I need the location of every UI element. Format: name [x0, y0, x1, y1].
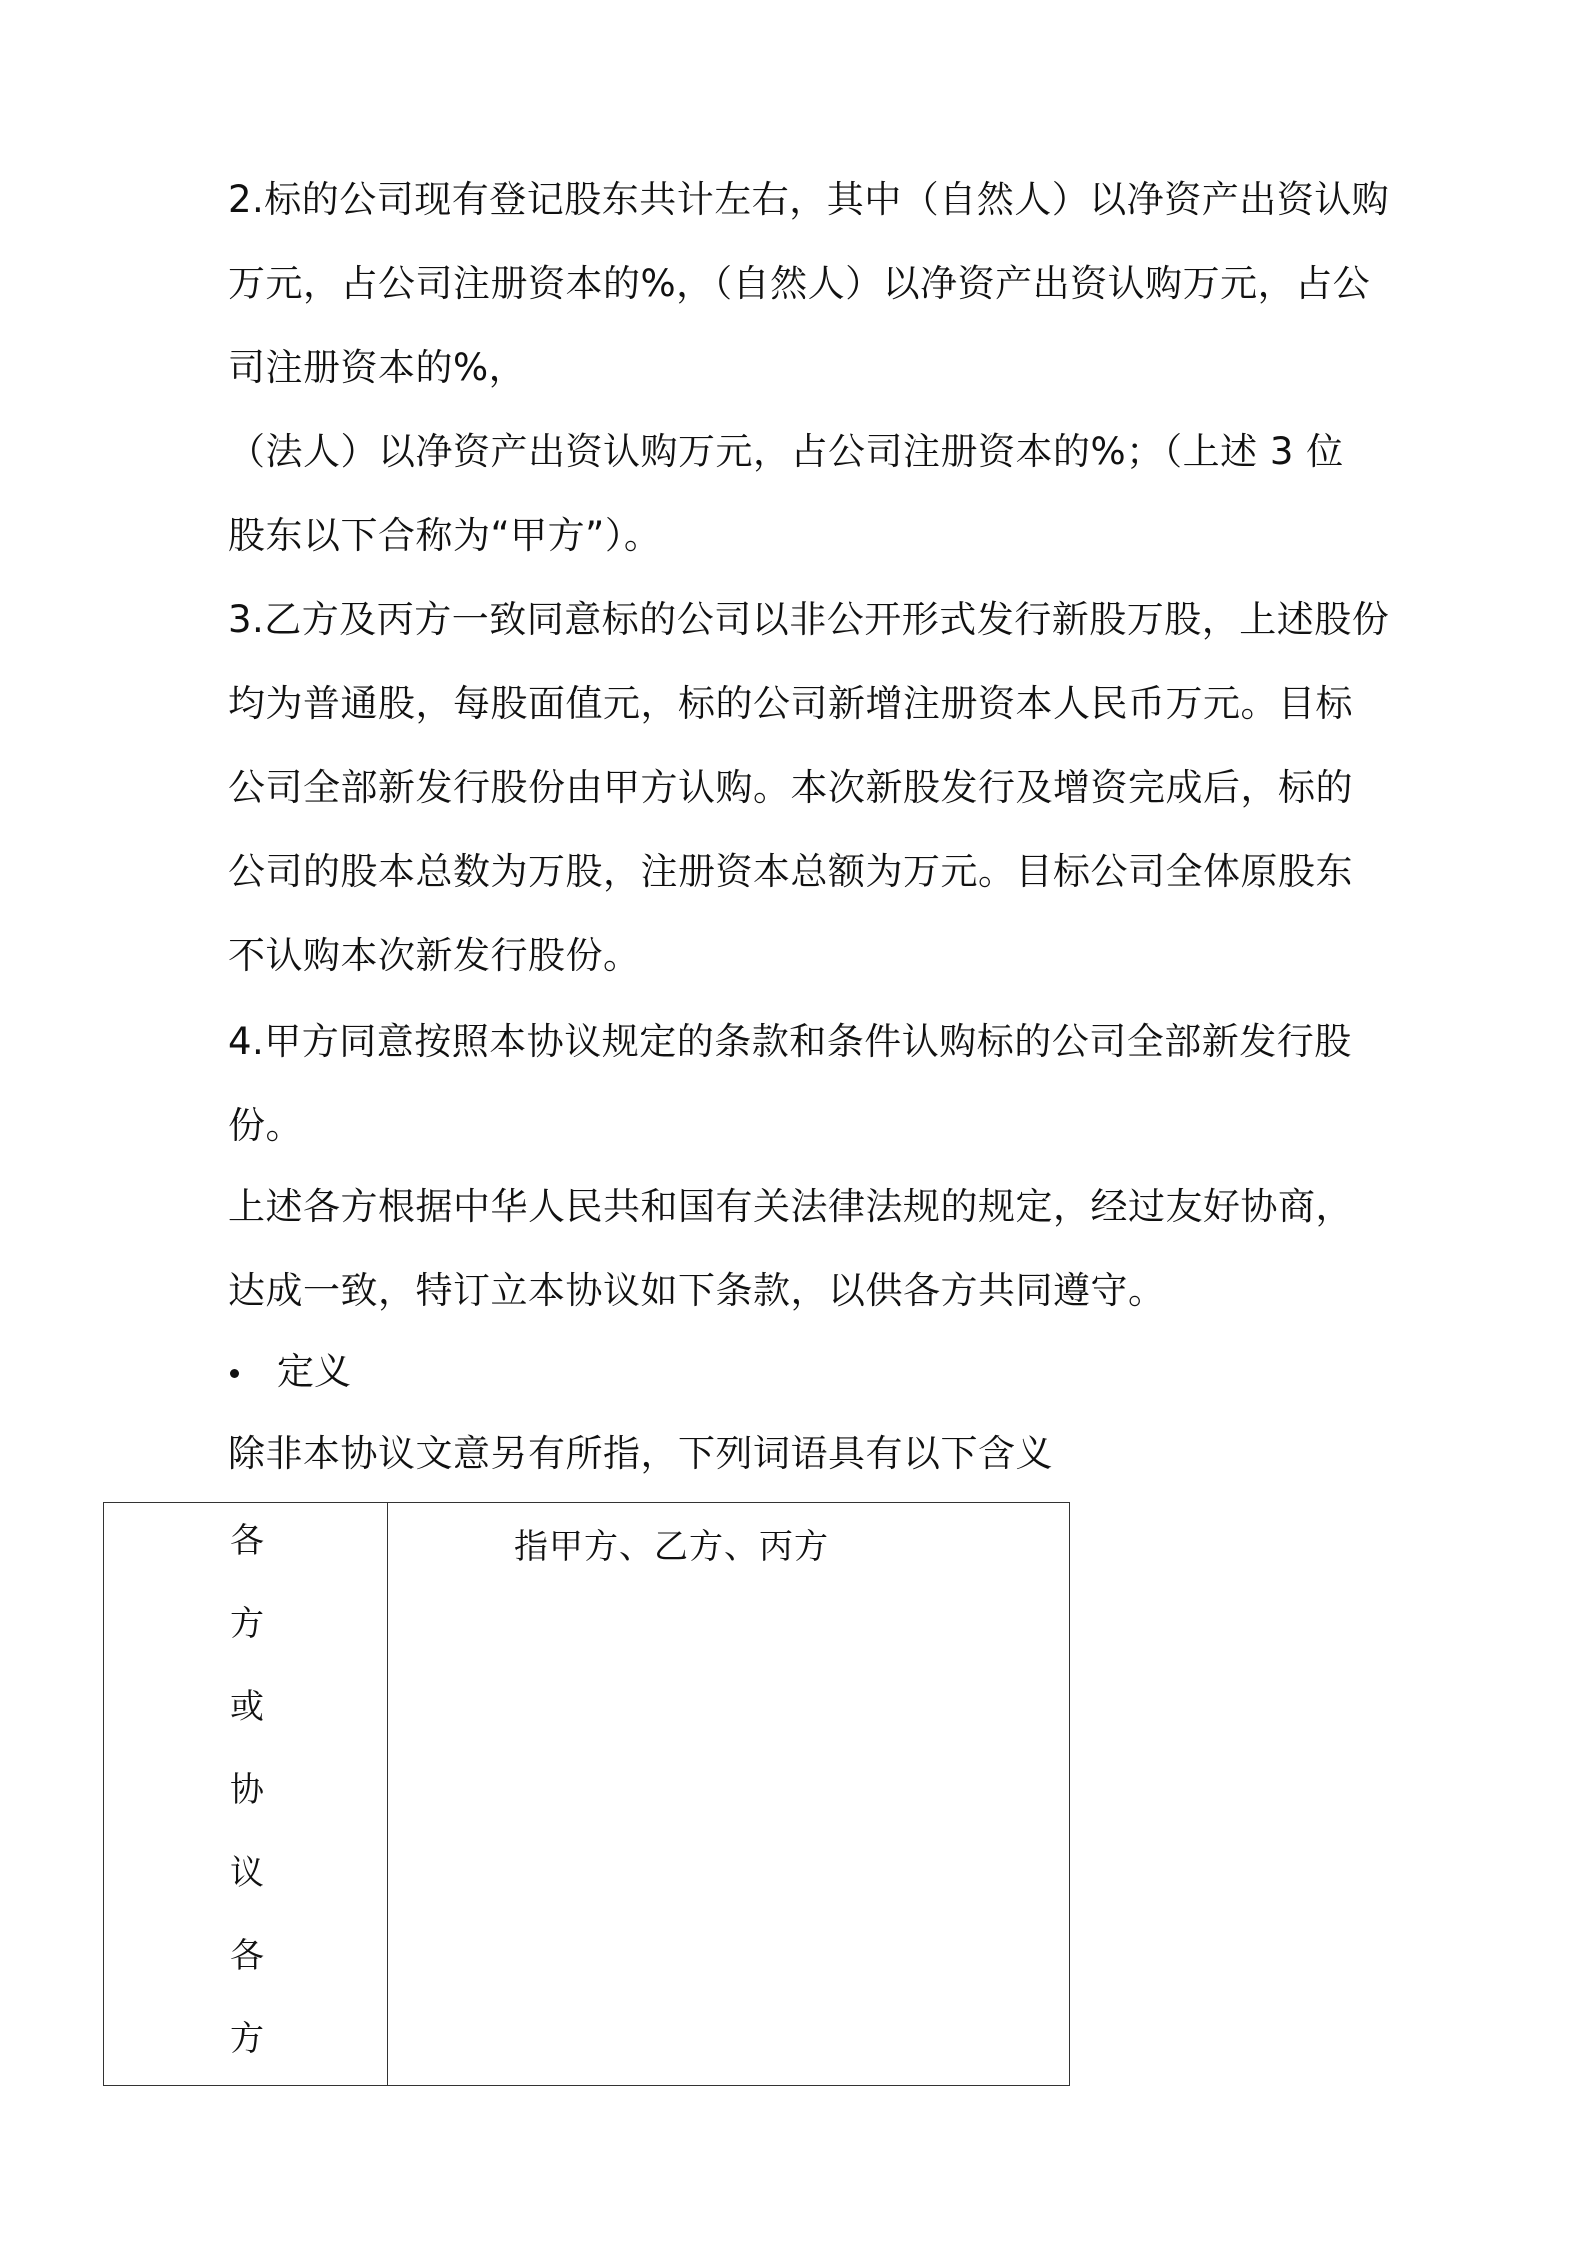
paragraph-line: 不认购本次新发行股份。	[228, 934, 641, 977]
paragraph-line: 达成一致，特订立本协议如下条款，以供各方共同遵守。	[228, 1269, 1166, 1312]
term-char: 或	[230, 1687, 264, 1727]
paragraph-line: 万元，占公司注册资本的%，（自然人）以净资产出资认购万元，占公	[228, 262, 1371, 305]
section-intro	[228, 1412, 1378, 1496]
term-char: 方	[230, 1604, 264, 1644]
table-column-divider	[387, 1503, 388, 2085]
paragraph-line: 公司的股本总数为万股，注册资本总额为万元。目标公司全体原股东	[228, 850, 1353, 893]
section-heading	[228, 1330, 351, 1414]
paragraph-4	[228, 1000, 1378, 1168]
paragraph-line: 均为普通股，每股面值元，标的公司新增注册资本人民币万元。目标	[228, 682, 1353, 725]
paragraph-line: 司注册资本的%，	[228, 346, 527, 389]
paragraph-line: 份。	[228, 1104, 303, 1147]
term-char: 方	[230, 2019, 264, 2059]
term-cell	[104, 1511, 387, 2092]
term-char: 议	[230, 1853, 264, 1893]
paragraph-line: 2.标的公司现有登记股东共计左右，其中（自然人）以净资产出资认购	[228, 178, 1390, 221]
meaning-cell: 指甲方、乙方、丙方	[514, 1527, 829, 1567]
paragraph-line: （法人）以净资产出资认购万元，占公司注册资本的%；（上述 3 位	[228, 430, 1344, 473]
definitions-table	[103, 1502, 1070, 2086]
paragraph-line: 股东以下合称为“甲方”）。	[228, 514, 662, 557]
paragraph-3	[228, 578, 1390, 998]
paragraph-line: 4.甲方同意按照本协议规定的条款和条件认购标的公司全部新发行股	[228, 1020, 1352, 1063]
bullet-icon	[230, 1369, 239, 1378]
term-char: 各	[230, 1936, 264, 1976]
term-char: 协	[230, 1770, 264, 1810]
paragraph-2	[228, 158, 1390, 578]
paragraph-line: 公司全部新发行股份由甲方认购。本次新股发行及增资完成后，标的	[228, 766, 1353, 809]
paragraph-line: 上述各方根据中华人民共和国有关法律法规的规定，经过友好协商，	[228, 1185, 1353, 1228]
paragraph-line: 3.乙方及丙方一致同意标的公司以非公开形式发行新股万股，上述股份	[228, 598, 1390, 641]
paragraph-5	[228, 1165, 1378, 1333]
section-intro-text: 除非本协议文意另有所指，下列词语具有以下含义	[228, 1432, 1053, 1475]
term-char: 各	[230, 1521, 264, 1561]
section-heading-text: 定义	[277, 1350, 351, 1393]
